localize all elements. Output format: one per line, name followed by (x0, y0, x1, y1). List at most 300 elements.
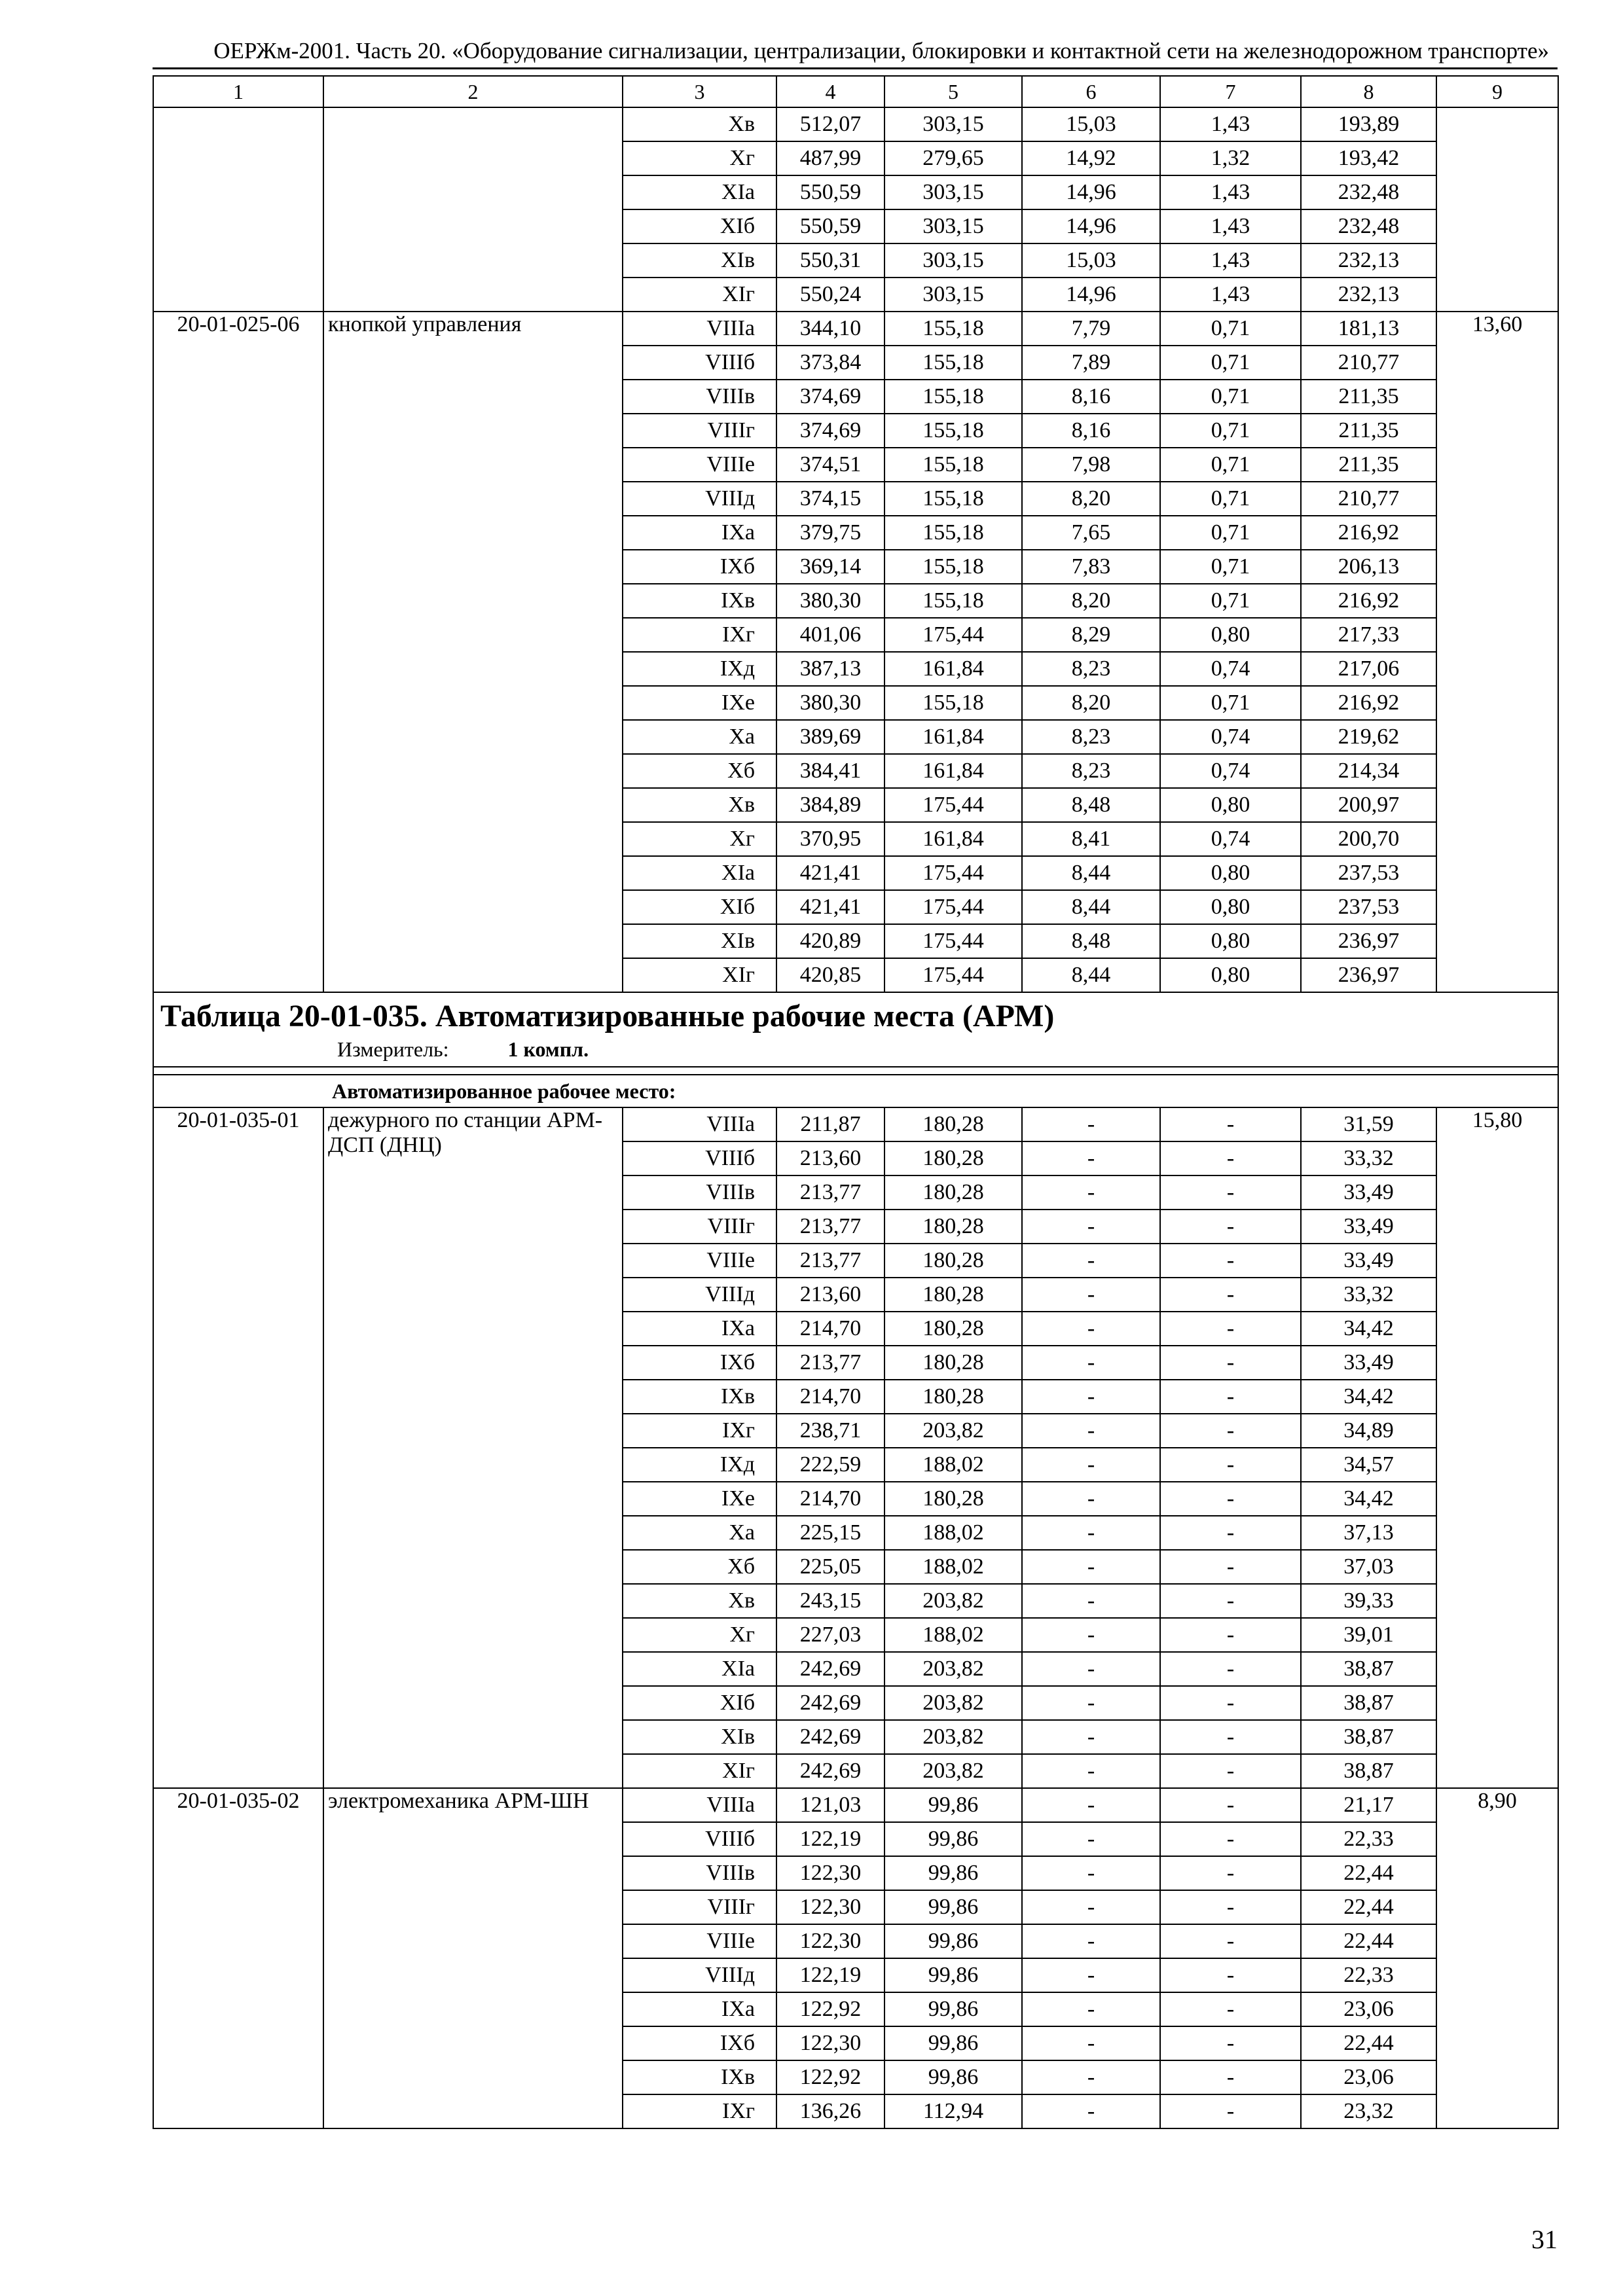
cell-col4: 550,31 (776, 243, 884, 278)
cell-col5: 161,84 (884, 754, 1022, 788)
cell-col6: - (1022, 1516, 1160, 1550)
cell-col3: XIб (623, 1686, 776, 1720)
cell-col7: 1,32 (1160, 141, 1301, 175)
cell-col8: 33,49 (1301, 1210, 1436, 1244)
cell-col6: 8,41 (1022, 822, 1160, 856)
cell-col7: - (1160, 1141, 1301, 1175)
cell-col8: 37,03 (1301, 1550, 1436, 1584)
cell-col6: 7,98 (1022, 448, 1160, 482)
cell-col5: 99,86 (884, 1788, 1022, 1822)
cell-col7: 0,74 (1160, 720, 1301, 754)
cell-col7: - (1160, 1107, 1301, 1141)
cell-col5: 303,15 (884, 278, 1022, 312)
cell-col7: 0,80 (1160, 924, 1301, 958)
cell-col6: 14,96 (1022, 209, 1160, 243)
cell-col4: 213,60 (776, 1278, 884, 1312)
cell-col5: 161,84 (884, 822, 1022, 856)
cell-col7: 0,80 (1160, 856, 1301, 890)
cell-col8: 39,01 (1301, 1618, 1436, 1652)
cell-col6: 8,44 (1022, 958, 1160, 992)
cell-col7: 0,71 (1160, 482, 1301, 516)
cell-col6: - (1022, 1618, 1160, 1652)
table-row (153, 1107, 1558, 1141)
cell-col8: 232,48 (1301, 175, 1436, 209)
cell-col6: - (1022, 1720, 1160, 1754)
cell-col3: VIIIе (623, 1244, 776, 1278)
cell-col8: 211,35 (1301, 448, 1436, 482)
cell-col5: 175,44 (884, 924, 1022, 958)
cell-col5: 303,15 (884, 209, 1022, 243)
cell-col7: 0,71 (1160, 550, 1301, 584)
cell-col5: 99,86 (884, 1822, 1022, 1856)
cell-col8: 37,13 (1301, 1516, 1436, 1550)
cell-col3: VIIIг (623, 414, 776, 448)
cell-col8: 210,77 (1301, 346, 1436, 380)
cell-col6: 14,96 (1022, 175, 1160, 209)
cell-col5: 203,82 (884, 1584, 1022, 1618)
cell-col7: 1,43 (1160, 175, 1301, 209)
cell-col8: 22,33 (1301, 1958, 1436, 1992)
cell-col3: Xг (623, 822, 776, 856)
cell-col5: 175,44 (884, 958, 1022, 992)
cell-col4: 122,30 (776, 1856, 884, 1890)
page-header: ОЕРЖм-2001. Часть 20. «Оборудование сигнализации, централизации, блокировки и контактной сети на железнодорожном транспорте» (213, 38, 1549, 63)
cell-col7: - (1160, 1175, 1301, 1210)
cell-col8: 211,35 (1301, 414, 1436, 448)
cell-col6: 8,23 (1022, 720, 1160, 754)
cell-col8: 216,92 (1301, 516, 1436, 550)
cell-col6: 8,20 (1022, 686, 1160, 720)
cell-col3: Xг (623, 141, 776, 175)
header-rule (153, 67, 1558, 69)
cell-col5: 155,18 (884, 686, 1022, 720)
cell-col3: VIIIе (623, 448, 776, 482)
cell-col8: 206,13 (1301, 550, 1436, 584)
cell-col6: 8,20 (1022, 584, 1160, 618)
cell-col6: 8,23 (1022, 652, 1160, 686)
table-caption-row (153, 992, 1558, 1075)
cell-col5: 180,28 (884, 1278, 1022, 1312)
cell-col7: - (1160, 1278, 1301, 1312)
cell-col8: 200,97 (1301, 788, 1436, 822)
cell-col5: 175,44 (884, 856, 1022, 890)
table-body (153, 76, 1558, 2128)
cell-col4: 420,85 (776, 958, 884, 992)
cell-col5: 99,86 (884, 1890, 1022, 1924)
cell-col5: 155,18 (884, 482, 1022, 516)
cell-col5: 203,82 (884, 1754, 1022, 1788)
cell-col7: 0,74 (1160, 822, 1301, 856)
cell-col7: - (1160, 1924, 1301, 1958)
cell-col6: - (1022, 1686, 1160, 1720)
cell-col3: VIIIд (623, 1278, 776, 1312)
cell-col6: - (1022, 1754, 1160, 1788)
cell-col3: IXб (623, 1346, 776, 1380)
cell-col3: XIа (623, 1652, 776, 1686)
cell-col6: 8,44 (1022, 890, 1160, 924)
cell-col8: 217,06 (1301, 652, 1436, 686)
table-caption (153, 992, 1558, 1075)
cell-col7: 0,80 (1160, 958, 1301, 992)
cell-col8: 232,13 (1301, 243, 1436, 278)
cell-col7: 0,80 (1160, 890, 1301, 924)
cell-col8: 23,32 (1301, 2094, 1436, 2128)
cell-col6: - (1022, 1992, 1160, 2026)
cell-col3: VIIIа (623, 1788, 776, 1822)
cell-col4: 214,70 (776, 1312, 884, 1346)
cell-col5: 188,02 (884, 1618, 1022, 1652)
rate-col9: 15,80 (1436, 1107, 1558, 1788)
cell-col6: 7,65 (1022, 516, 1160, 550)
cell-col8: 214,34 (1301, 754, 1436, 788)
cell-col5: 180,28 (884, 1107, 1022, 1141)
cell-col7: - (1160, 1550, 1301, 1584)
cell-col5: 175,44 (884, 788, 1022, 822)
cell-col4: 214,70 (776, 1482, 884, 1516)
cell-col4: 374,69 (776, 414, 884, 448)
cell-col3: IXв (623, 1380, 776, 1414)
cell-col3: VIIIв (623, 380, 776, 414)
cell-col3: IXб (623, 550, 776, 584)
column-number: 8 (1301, 76, 1436, 107)
cell-col3: XIб (623, 890, 776, 924)
column-number: 2 (323, 76, 623, 107)
cell-col8: 31,59 (1301, 1107, 1436, 1141)
cell-col8: 181,13 (1301, 312, 1436, 346)
cell-col5: 155,18 (884, 516, 1022, 550)
cell-col5: 203,82 (884, 1414, 1022, 1448)
cell-col8: 34,42 (1301, 1312, 1436, 1346)
cell-col5: 155,18 (884, 448, 1022, 482)
cell-col8: 34,42 (1301, 1482, 1436, 1516)
table-row (153, 1788, 1558, 1822)
cell-col6: - (1022, 1278, 1160, 1312)
cell-col8: 22,44 (1301, 2026, 1436, 2060)
cell-col7: 0,74 (1160, 754, 1301, 788)
cell-col7: - (1160, 1822, 1301, 1856)
cell-col5: 99,86 (884, 1924, 1022, 1958)
cell-col6: - (1022, 1175, 1160, 1210)
cell-col6: - (1022, 1482, 1160, 1516)
cell-col4: 420,89 (776, 924, 884, 958)
cell-col5: 180,28 (884, 1244, 1022, 1278)
rate-code: 20-01-035-01 (153, 1107, 323, 1788)
column-number: 4 (776, 76, 884, 107)
rate-name: электромеханика АРМ-ШН (323, 1788, 623, 2128)
cell-col4: 122,92 (776, 1992, 884, 2026)
cell-col4: 214,70 (776, 1380, 884, 1414)
cell-col4: 242,69 (776, 1754, 884, 1788)
cell-col3: IXа (623, 516, 776, 550)
cell-col3: VIIIа (623, 312, 776, 346)
cell-col4: 225,15 (776, 1516, 884, 1550)
cell-col5: 99,86 (884, 2026, 1022, 2060)
cell-col4: 213,77 (776, 1210, 884, 1244)
cell-col3: IXг (623, 1414, 776, 1448)
cell-col6: 8,48 (1022, 788, 1160, 822)
cell-col4: 227,03 (776, 1618, 884, 1652)
cell-col5: 303,15 (884, 175, 1022, 209)
column-number: 3 (623, 76, 776, 107)
cell-col7: 1,43 (1160, 278, 1301, 312)
rate-col9: 8,90 (1436, 1788, 1558, 2128)
column-number: 1 (153, 76, 323, 107)
cell-col6: - (1022, 1856, 1160, 1890)
cell-col4: 213,77 (776, 1175, 884, 1210)
cell-col4: 374,15 (776, 482, 884, 516)
cell-col3: XIа (623, 856, 776, 890)
cell-col7: - (1160, 1788, 1301, 1822)
cell-col3: Xб (623, 1550, 776, 1584)
cell-col4: 384,41 (776, 754, 884, 788)
cell-col4: 374,51 (776, 448, 884, 482)
cell-col6: - (1022, 1210, 1160, 1244)
cell-col4: 369,14 (776, 550, 884, 584)
cell-col6: - (1022, 1346, 1160, 1380)
cell-col3: Xг (623, 1618, 776, 1652)
cell-col3: IXа (623, 1312, 776, 1346)
cell-col3: VIIIб (623, 346, 776, 380)
cell-col6: 15,03 (1022, 243, 1160, 278)
cell-col4: 121,03 (776, 1788, 884, 1822)
cell-col3: Xа (623, 1516, 776, 1550)
cell-col8: 237,53 (1301, 890, 1436, 924)
cell-col3: XIг (623, 1754, 776, 1788)
cell-col7: - (1160, 1312, 1301, 1346)
cell-col8: 23,06 (1301, 1992, 1436, 2026)
cell-col3: XIб (623, 209, 776, 243)
cell-col6: - (1022, 2060, 1160, 2094)
cell-col7: 0,71 (1160, 346, 1301, 380)
cell-col8: 237,53 (1301, 856, 1436, 890)
cell-col7: 0,80 (1160, 618, 1301, 652)
cell-col3: VIIIг (623, 1890, 776, 1924)
cell-col5: 188,02 (884, 1550, 1022, 1584)
table-row (153, 107, 1558, 141)
cell-col7: - (1160, 2060, 1301, 2094)
cell-col4: 374,69 (776, 380, 884, 414)
cell-col6: 8,16 (1022, 414, 1160, 448)
cell-col4: 512,07 (776, 107, 884, 141)
cell-col6: - (1022, 1141, 1160, 1175)
cell-col3: XIв (623, 924, 776, 958)
cell-col5: 180,28 (884, 1482, 1022, 1516)
cell-col7: 1,43 (1160, 107, 1301, 141)
cell-col3: Xб (623, 754, 776, 788)
cell-col5: 112,94 (884, 2094, 1022, 2128)
cell-col5: 180,28 (884, 1346, 1022, 1380)
measure-label: Измеритель: (337, 1037, 449, 1061)
measure-line (160, 1036, 1551, 1062)
cell-col5: 175,44 (884, 890, 1022, 924)
cell-col3: XIа (623, 175, 776, 209)
cell-col8: 211,35 (1301, 380, 1436, 414)
cell-col4: 370,95 (776, 822, 884, 856)
cell-col8: 33,49 (1301, 1175, 1436, 1210)
cell-col8: 38,87 (1301, 1754, 1436, 1788)
cell-col3: IXг (623, 2094, 776, 2128)
cell-col8: 232,48 (1301, 209, 1436, 243)
cell-col7: 0,80 (1160, 788, 1301, 822)
cell-col4: 122,30 (776, 1890, 884, 1924)
cell-col4: 379,75 (776, 516, 884, 550)
cell-col4: 213,77 (776, 1346, 884, 1380)
cell-col7: - (1160, 1618, 1301, 1652)
cell-col6: - (1022, 2094, 1160, 2128)
cell-col7: - (1160, 2026, 1301, 2060)
cell-col7: - (1160, 1482, 1301, 1516)
rate-name (323, 107, 623, 312)
cell-col3: XIв (623, 1720, 776, 1754)
column-number: 9 (1436, 76, 1558, 107)
cell-col5: 203,82 (884, 1720, 1022, 1754)
cell-col6: - (1022, 1107, 1160, 1141)
cell-col6: 8,48 (1022, 924, 1160, 958)
cell-col3: Xв (623, 107, 776, 141)
cell-col4: 487,99 (776, 141, 884, 175)
cell-col4: 213,60 (776, 1141, 884, 1175)
cell-col6: - (1022, 1822, 1160, 1856)
cell-col4: 242,69 (776, 1686, 884, 1720)
cell-col7: - (1160, 1652, 1301, 1686)
cell-col8: 34,57 (1301, 1448, 1436, 1482)
cell-col3: VIIIв (623, 1856, 776, 1890)
cell-col8: 38,87 (1301, 1686, 1436, 1720)
cell-col3: XIг (623, 958, 776, 992)
cell-col3: IXв (623, 584, 776, 618)
cell-col6: 8,44 (1022, 856, 1160, 890)
cell-col7: - (1160, 1958, 1301, 1992)
cell-col5: 99,86 (884, 1856, 1022, 1890)
cell-col8: 33,32 (1301, 1141, 1436, 1175)
cell-col7: 0,71 (1160, 448, 1301, 482)
cell-col5: 203,82 (884, 1652, 1022, 1686)
cell-col5: 99,86 (884, 1958, 1022, 1992)
cell-col8: 193,42 (1301, 141, 1436, 175)
cell-col7: - (1160, 1244, 1301, 1278)
column-number-row (153, 76, 1558, 107)
cell-col3: Xа (623, 720, 776, 754)
cell-col6: 7,89 (1022, 346, 1160, 380)
cell-col3: VIIIд (623, 482, 776, 516)
cell-col7: - (1160, 1992, 1301, 2026)
rate-code: 20-01-025-06 (153, 312, 323, 992)
cell-col8: 216,92 (1301, 686, 1436, 720)
cell-col5: 155,18 (884, 414, 1022, 448)
cell-col5: 279,65 (884, 141, 1022, 175)
cell-col7: 1,43 (1160, 243, 1301, 278)
cell-col6: 8,23 (1022, 754, 1160, 788)
rate-col9 (1436, 107, 1558, 312)
cell-col5: 180,28 (884, 1312, 1022, 1346)
cell-col6: 7,79 (1022, 312, 1160, 346)
table-title: Таблица 20-01-035. Автоматизированные рабочие места (АРМ) (160, 999, 1055, 1033)
cell-col4: 122,30 (776, 2026, 884, 2060)
cell-col4: 122,19 (776, 1822, 884, 1856)
cell-col4: 213,77 (776, 1244, 884, 1278)
cell-col6: 7,83 (1022, 550, 1160, 584)
cell-col6: - (1022, 1958, 1160, 1992)
cell-col6: - (1022, 1244, 1160, 1278)
cell-col7: 0,71 (1160, 516, 1301, 550)
cell-col7: 0,71 (1160, 414, 1301, 448)
cell-col6: - (1022, 1652, 1160, 1686)
cell-col7: 0,71 (1160, 312, 1301, 346)
cell-col7: - (1160, 1346, 1301, 1380)
cell-col4: 421,41 (776, 890, 884, 924)
cell-col7: - (1160, 1448, 1301, 1482)
cell-col8: 236,97 (1301, 924, 1436, 958)
cell-col5: 99,86 (884, 2060, 1022, 2094)
cell-col7: - (1160, 2094, 1301, 2128)
cell-col7: 1,43 (1160, 209, 1301, 243)
cell-col4: 373,84 (776, 346, 884, 380)
cell-col3: IXб (623, 2026, 776, 2060)
cell-col8: 39,33 (1301, 1584, 1436, 1618)
cell-col6: - (1022, 1312, 1160, 1346)
cell-col8: 34,42 (1301, 1380, 1436, 1414)
cell-col7: 0,71 (1160, 686, 1301, 720)
cell-col5: 303,15 (884, 107, 1022, 141)
cell-col8: 193,89 (1301, 107, 1436, 141)
cell-col8: 34,89 (1301, 1414, 1436, 1448)
cell-col5: 175,44 (884, 618, 1022, 652)
cell-col3: VIIIб (623, 1822, 776, 1856)
cell-col8: 33,49 (1301, 1244, 1436, 1278)
cell-col8: 217,33 (1301, 618, 1436, 652)
cell-col3: VIIIа (623, 1107, 776, 1141)
cell-col6: 8,16 (1022, 380, 1160, 414)
cell-col4: 122,92 (776, 2060, 884, 2094)
cell-col3: IXе (623, 1482, 776, 1516)
cell-col4: 389,69 (776, 720, 884, 754)
cell-col5: 188,02 (884, 1516, 1022, 1550)
cell-col4: 222,59 (776, 1448, 884, 1482)
cell-col8: 232,13 (1301, 278, 1436, 312)
cell-col3: IXа (623, 1992, 776, 2026)
cell-col6: - (1022, 2026, 1160, 2060)
cell-col5: 188,02 (884, 1448, 1022, 1482)
cell-col7: - (1160, 1720, 1301, 1754)
cell-col7: - (1160, 1890, 1301, 1924)
cell-col6: - (1022, 1414, 1160, 1448)
cell-col6: - (1022, 1584, 1160, 1618)
cell-col6: 14,96 (1022, 278, 1160, 312)
cell-col8: 22,44 (1301, 1890, 1436, 1924)
cell-col3: VIIIд (623, 1958, 776, 1992)
cell-col4: 421,41 (776, 856, 884, 890)
cell-col8: 33,49 (1301, 1346, 1436, 1380)
cell-col5: 155,18 (884, 346, 1022, 380)
cell-col7: - (1160, 1414, 1301, 1448)
cell-col7: - (1160, 1380, 1301, 1414)
cell-col4: 225,05 (776, 1550, 884, 1584)
cell-col5: 180,28 (884, 1141, 1022, 1175)
cell-col8: 216,92 (1301, 584, 1436, 618)
cell-col6: - (1022, 1380, 1160, 1414)
cell-col8: 22,44 (1301, 1856, 1436, 1890)
cell-col4: 550,59 (776, 175, 884, 209)
table-row (153, 312, 1558, 346)
cell-col7: 0,74 (1160, 652, 1301, 686)
rate-col9: 13,60 (1436, 312, 1558, 992)
cell-col8: 38,87 (1301, 1720, 1436, 1754)
rate-name: кнопкой управления (323, 312, 623, 992)
cell-col5: 180,28 (884, 1380, 1022, 1414)
column-number: 7 (1160, 76, 1301, 107)
cell-col4: 242,69 (776, 1652, 884, 1686)
cell-col6: - (1022, 1788, 1160, 1822)
